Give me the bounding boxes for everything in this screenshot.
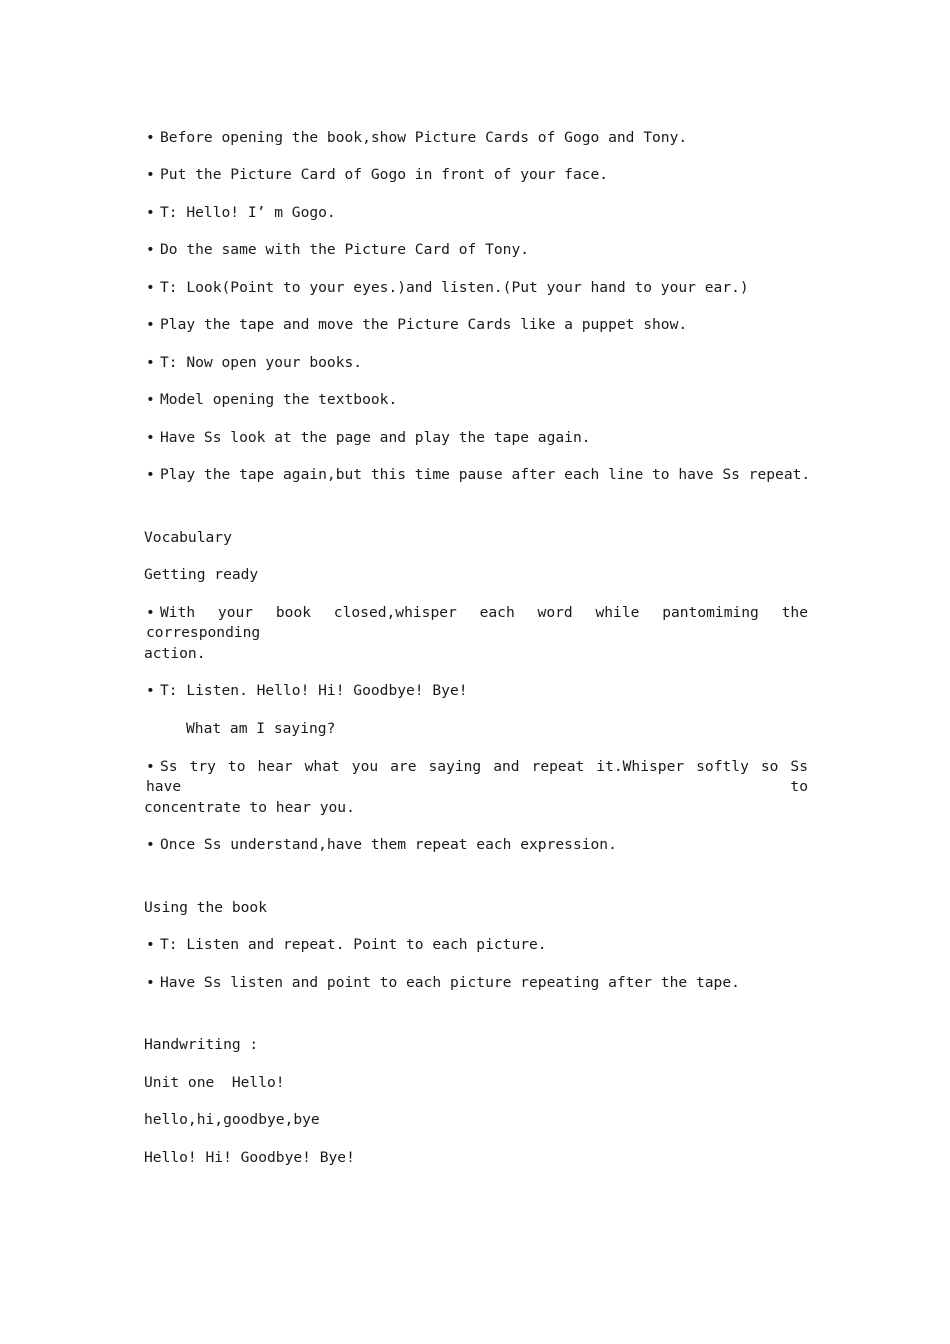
bullet-icon: • <box>146 936 155 953</box>
bullet-icon: • <box>146 354 155 371</box>
intro-item: • T: Look(Point to your eyes.)and listen.(Put your hand to your ear.) <box>146 279 749 296</box>
bullet-icon: • <box>146 316 155 333</box>
bullet-icon: • <box>146 836 155 853</box>
bullet-icon: • <box>146 166 155 183</box>
intro-item: • Play the tape and move the Picture Cards like a puppet show. <box>146 316 688 333</box>
intro-item: • Model opening the textbook. <box>146 391 398 408</box>
vocabulary-item: • With your book closed,whisper each word while pantomiming the corresponding <box>146 604 808 641</box>
vocabulary-heading: Vocabulary <box>144 529 232 546</box>
handwriting-line: hello,hi,goodbye,bye <box>144 1111 320 1128</box>
handwriting-line: Hello! Hi! Goodbye! Bye! <box>144 1149 355 1166</box>
intro-item: • Play the tape again,but this time pause after each line to have Ss repeat. <box>146 466 811 483</box>
bullet-icon: • <box>146 466 155 483</box>
bullet-icon: • <box>146 429 155 446</box>
intro-item: • T: Now open your books. <box>146 354 363 371</box>
intro-item: • Do the same with the Picture Card of Tony. <box>146 241 530 258</box>
bullet-icon: • <box>146 204 155 221</box>
bullet-icon: • <box>146 604 155 621</box>
bullet-icon: • <box>146 279 155 296</box>
getting-ready-subheading: Getting ready <box>144 566 259 583</box>
vocabulary-item-continuation: What am I saying? <box>186 720 336 737</box>
vocabulary-item: • T: Listen. Hello! Hi! Goodbye! Bye! <box>146 682 468 699</box>
intro-item: • Have Ss look at the page and play the tape again. <box>146 429 591 446</box>
bullet-icon: • <box>146 682 155 699</box>
vocabulary-item-continuation: concentrate to hear you. <box>144 799 355 816</box>
vocabulary-item: • Ss try to hear what you are saying and repeat it.Whisper softly so Ss have to <box>146 758 808 795</box>
using-book-item: • T: Listen and repeat. Point to each picture. <box>146 936 547 953</box>
using-book-item: • Have Ss listen and point to each picture repeating after the tape. <box>146 974 740 991</box>
intro-item: • Put the Picture Card of Gogo in front of your face. <box>146 166 609 183</box>
bullet-icon: • <box>146 974 155 991</box>
bullet-icon: • <box>146 241 155 258</box>
bullet-icon: • <box>146 129 155 146</box>
handwriting-line: Unit one Hello! <box>144 1074 285 1091</box>
intro-item: • Before opening the book,show Picture Cards of Gogo and Tony. <box>146 129 688 146</box>
bullet-icon: • <box>146 391 155 408</box>
vocabulary-item-continuation: action. <box>144 645 206 662</box>
using-book-heading: Using the book <box>144 899 268 916</box>
vocabulary-item: • Once Ss understand,have them repeat each expression. <box>146 836 617 853</box>
handwriting-heading: Handwriting : <box>144 1036 259 1053</box>
bullet-icon: • <box>146 758 155 775</box>
intro-item: • T: Hello! I’ m Gogo. <box>146 204 336 221</box>
